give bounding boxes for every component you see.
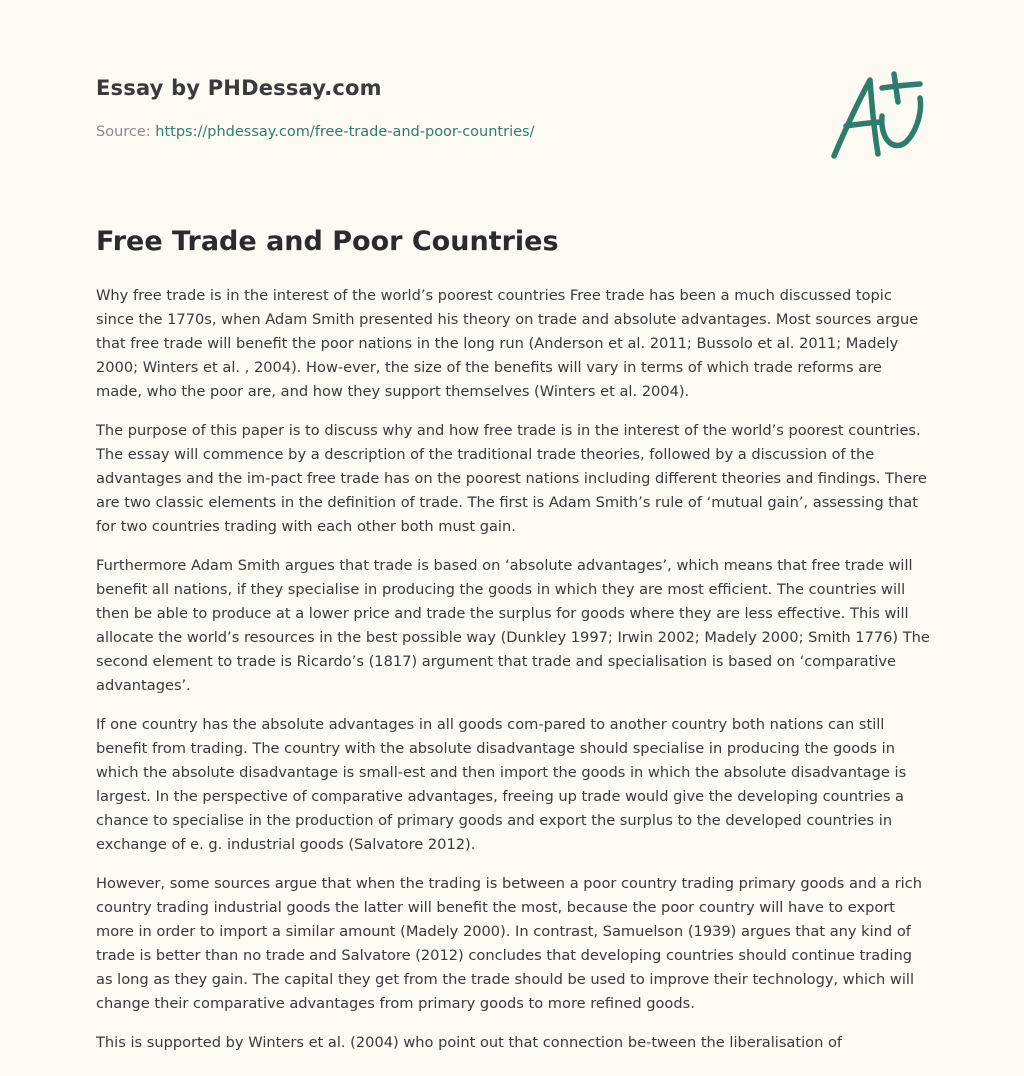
essay-paragraph: This is supported by Winters et al. (2004) who point out that connection be-tween the liberalisation of — [96, 1034, 843, 1051]
essay-body — [96, 284, 930, 1070]
source-line — [96, 124, 534, 140]
source-link[interactable]: https://phdessay.com/free-trade-and-poor-countries/ — [155, 124, 535, 140]
source-label: Source: — [96, 124, 156, 140]
essay-paragraph: However, some sources argue that when the trading is between a poor country trading primary goods and a rich country trading industrial goods the latter will benefit the most, because the poor country will have to export more in order to import a similar amount (Madely 2000). In contrast, Samuelson (1939) argues that any kind of trade is better than no trade and Salvatore (2012) concludes that developing countries should continue trading as long as they gain. The capital they get from the trade should be used to improve their technology, which will change their comparative advantages from primary goods to more refined goods. — [96, 875, 923, 1012]
essay-title: Free Trade and Poor Countries — [96, 226, 559, 257]
essay-paragraph: Furthermore Adam Smith argues that trade is based on ‘absolute advantages’, which means that free trade will benefit all nations, if they specialise in producing the goods in which they are most efficient. The countries will then be able to produce at a lower price and trade the surplus for goods where they are less effective. This will allocate the world’s resources in the best possible way (Dunkley 1997; Irwin 2002; Madely 2000; Smith 1776) The second element to trade is Ricardo’s (1817) argument that trade and specialisation is based on ‘comparative advantages’. — [96, 557, 930, 694]
essay-paragraph: Why free trade is in the interest of the world’s poorest countries Free trade has been a much discussed topic since the 1770s, when Adam Smith presented his theory on trade and absolute advantages. Most sources argue that free trade will benefit the poor nations in the long run (Anderson et al. 2011; Bussolo et al. 2011; Madely 2000; Winters et al. , 2004). How-ever, the size of the benefits will vary in terms of which trade reforms are made, who the poor are, and how they support themselves (Winters et al. 2004). — [96, 287, 919, 400]
page-header — [96, 0, 928, 200]
a-plus-logo-icon — [824, 68, 928, 164]
essay-paragraph: If one country has the absolute advantages in all goods com-pared to another country both nations can still benefit from trading. The country with the absolute disadvantage should specialise in producing the goods in which the absolute disadvantage is small-est and then import the goods in which the absolute disadvantage is largest. In the perspective of comparative advantages, freeing up trade would give the developing countries a chance to specialise in the production of primary goods and export the surplus to the developed countries in exchange of e. g. industrial goods (Salvatore 2012). — [96, 716, 907, 853]
essay-paragraph: The purpose of this paper is to discuss why and how free trade is in the interest of the world’s poorest countries. The essay will commence by a description of the traditional trade theories, followed by a discussion of the advantages and the im-pact free trade has on the poorest nations including different theories and findings. There are two classic elements in the definition of trade. The first is Adam Smith’s rule of ‘mutual gain’, assessing that for two countries trading with each other both must gain. — [96, 422, 927, 535]
site-brand: Essay by PHDessay.com — [96, 76, 382, 100]
